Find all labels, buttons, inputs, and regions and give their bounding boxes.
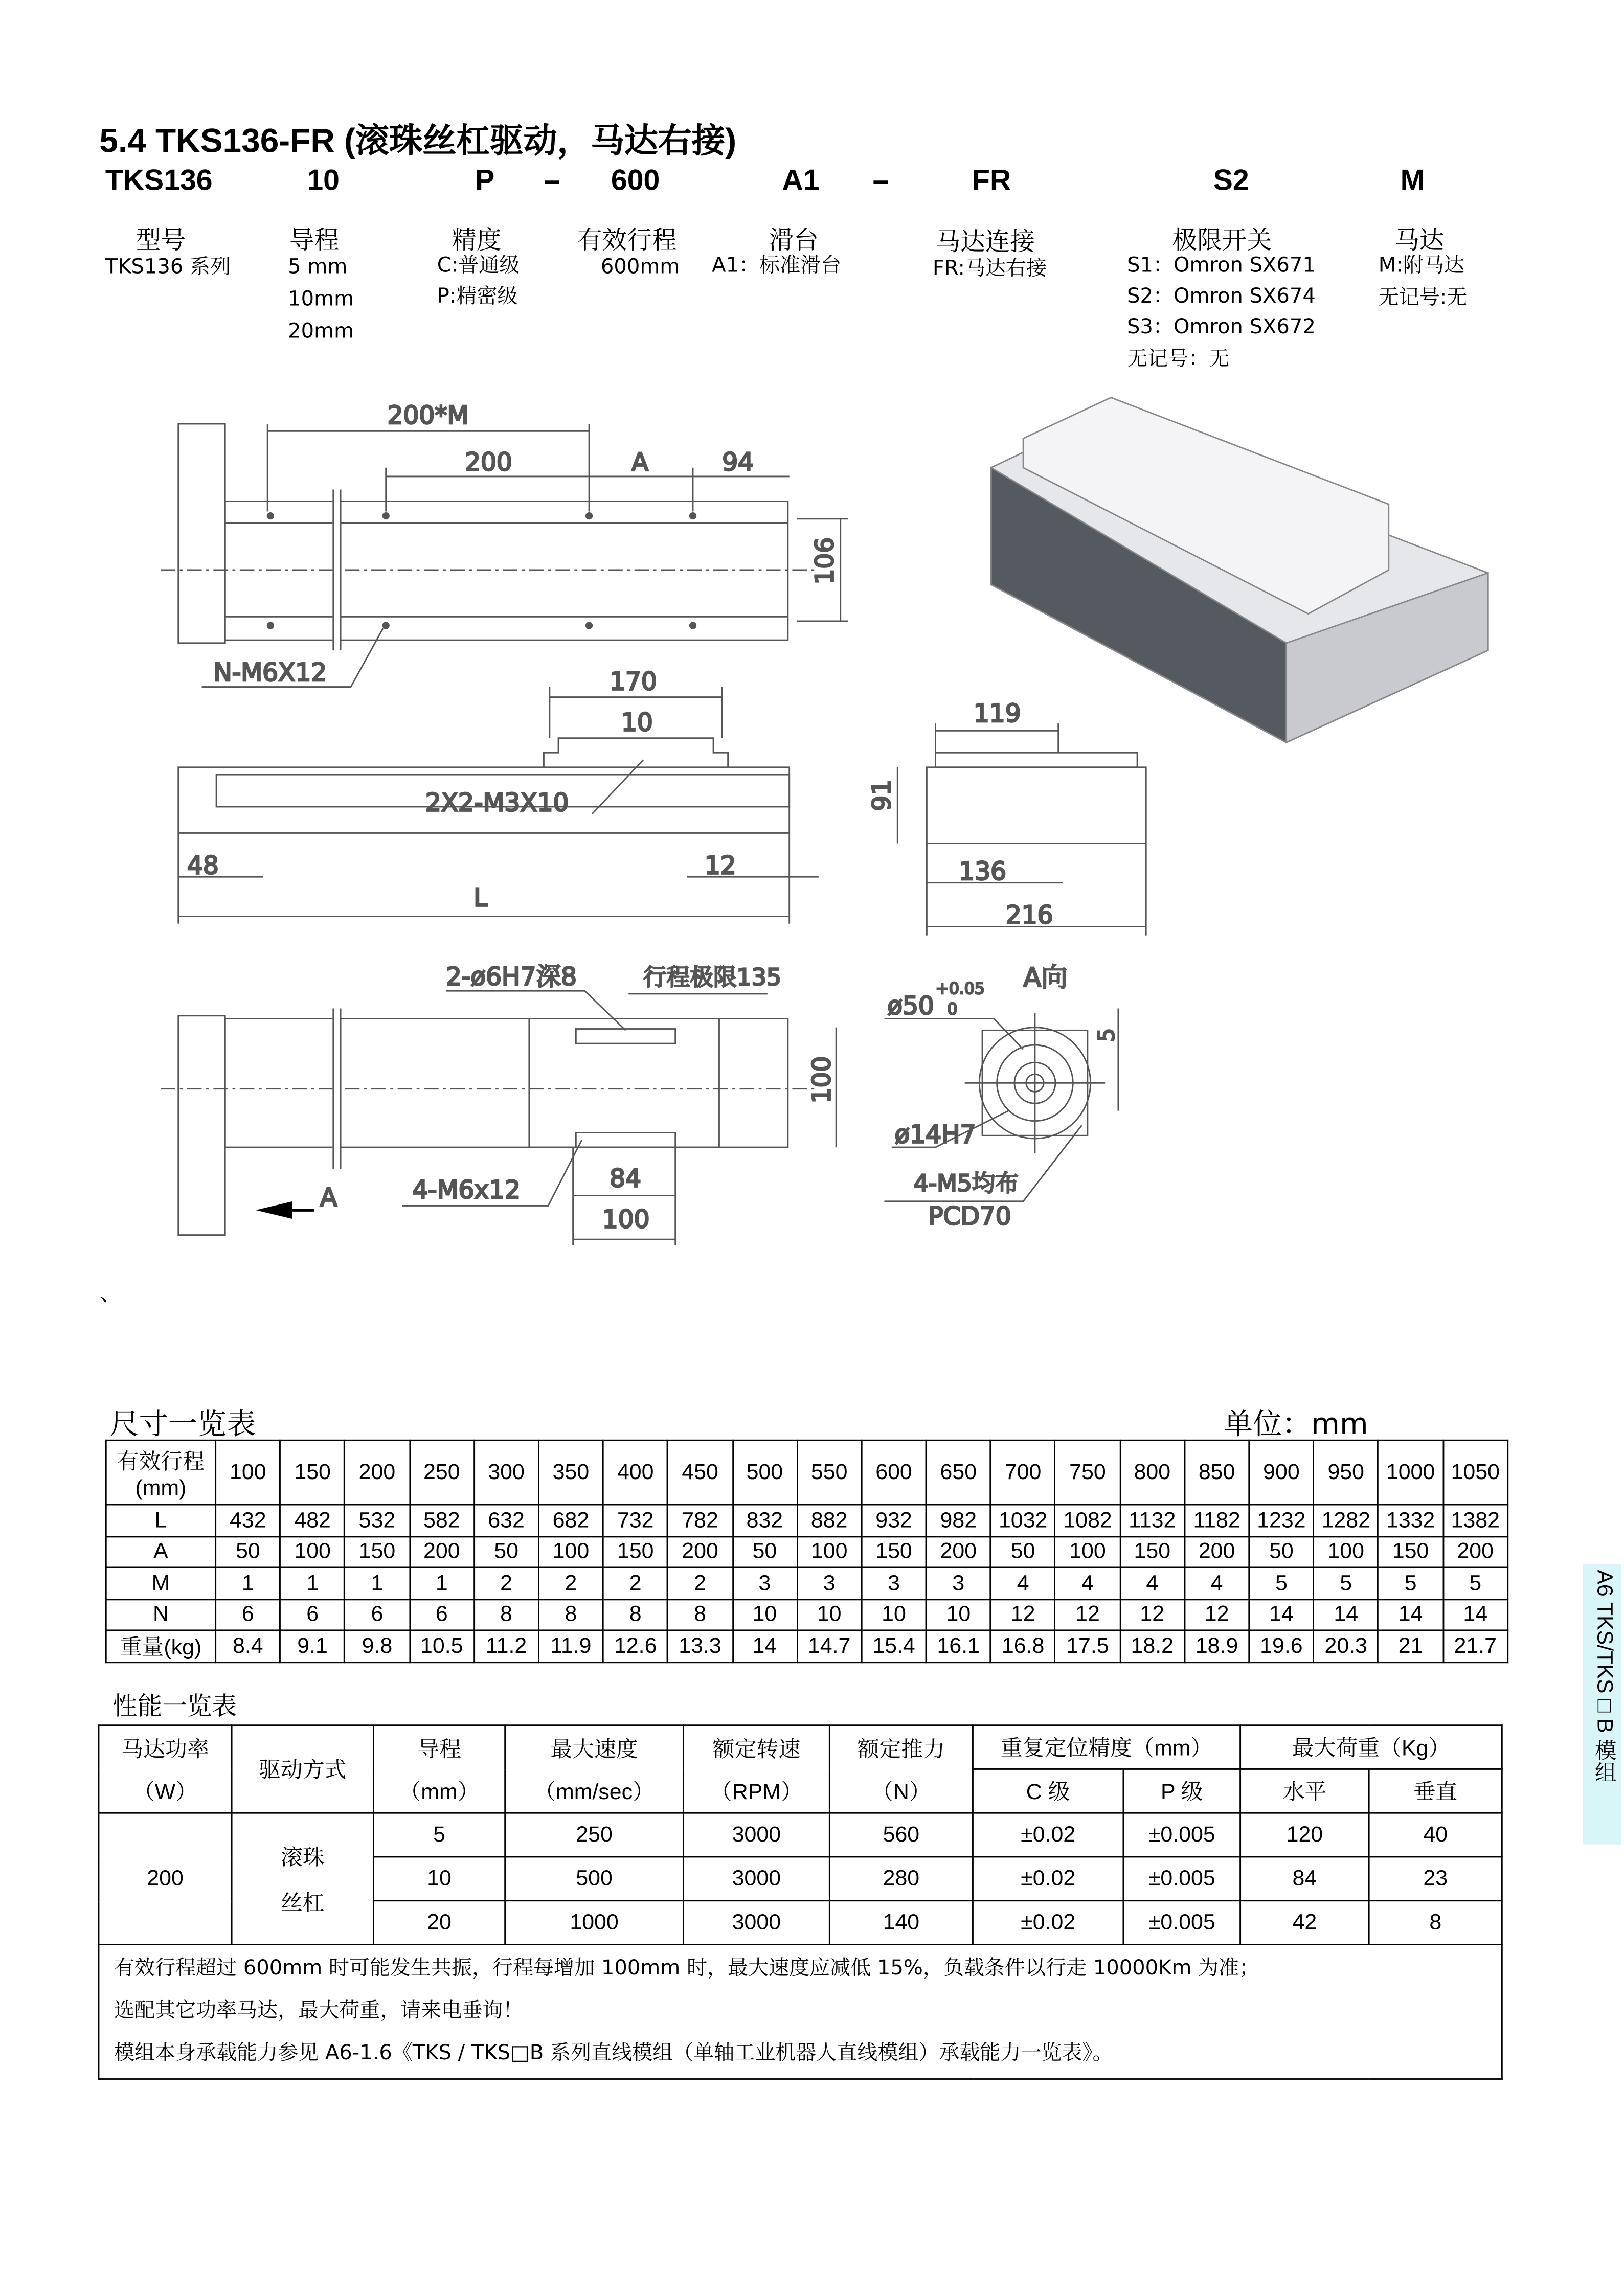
value-cell: 10 — [373, 1857, 505, 1901]
value-cell: 5 — [373, 1813, 505, 1857]
performance-table — [98, 1724, 1503, 2080]
stroke-cell: 700 — [990, 1440, 1055, 1505]
value-cell: 8.4 — [216, 1630, 280, 1663]
code-part: 10 — [307, 165, 340, 197]
value-cell: 17.5 — [1055, 1630, 1120, 1663]
value-cell: 50 — [990, 1536, 1055, 1567]
value-cell: 200 — [410, 1536, 474, 1567]
value-cell: 4 — [1184, 1567, 1249, 1599]
legend-line: M:附马达 — [1378, 254, 1464, 278]
stroke-cell: 950 — [1314, 1440, 1378, 1505]
value-cell: 100 — [797, 1536, 862, 1567]
value-cell: 2 — [538, 1567, 603, 1599]
table-row — [106, 1505, 1507, 1536]
table-row — [106, 1536, 1507, 1567]
value-cell: 10 — [862, 1599, 926, 1630]
value-cell: 882 — [797, 1505, 862, 1536]
legend-line: 600mm — [600, 256, 680, 280]
code-part: TKS136 — [105, 165, 213, 197]
value-cell: 3000 — [683, 1857, 829, 1901]
value-cell: 250 — [505, 1813, 684, 1857]
value-cell: 1 — [280, 1567, 345, 1599]
code-part: A1 — [782, 165, 820, 197]
dim-label: 94 — [722, 448, 754, 477]
value-cell: 3 — [926, 1567, 990, 1599]
value-cell: 1232 — [1249, 1505, 1314, 1536]
legend-label: 极限开关 — [1172, 226, 1272, 256]
value-cell: 1000 — [505, 1901, 684, 1945]
legend-label: 滑台 — [769, 226, 819, 256]
value-cell: 14 — [1378, 1599, 1442, 1630]
header-cell: 额定推力 （N） — [829, 1725, 973, 1813]
value-cell: 14 — [1314, 1599, 1378, 1630]
value-cell: 18.2 — [1120, 1630, 1184, 1663]
value-cell: 100 — [538, 1536, 603, 1567]
drive-cell: 滚珠 丝杠 — [232, 1813, 373, 1944]
value-cell: 12 — [1184, 1599, 1249, 1630]
value-cell: 14.7 — [797, 1630, 862, 1663]
legend-line: TKS136 系列 — [105, 256, 231, 280]
value-cell: 2 — [603, 1567, 668, 1599]
header-cell: 重复定位精度（mm） — [973, 1725, 1240, 1769]
value-cell: 1 — [410, 1567, 474, 1599]
dim-label: 2-ø6H7深8 — [445, 962, 577, 991]
value-cell: 19.6 — [1249, 1630, 1314, 1663]
dim-label: 100 — [602, 1205, 650, 1234]
value-cell: 12 — [990, 1599, 1055, 1630]
dim-label: ø50 — [887, 991, 934, 1020]
value-cell: 9.1 — [280, 1630, 345, 1663]
value-cell: 3 — [797, 1567, 862, 1599]
stroke-cell: 250 — [410, 1440, 474, 1505]
legend-label: 精度 — [452, 226, 502, 256]
value-cell: 84 — [1240, 1857, 1369, 1901]
value-cell: 200 — [1443, 1536, 1508, 1567]
value-cell: 500 — [505, 1857, 684, 1901]
legend-label: 型号 — [136, 226, 186, 256]
value-cell: 200 — [1184, 1536, 1249, 1567]
value-cell: 1382 — [1443, 1505, 1508, 1536]
value-cell: 482 — [280, 1505, 345, 1536]
value-cell: 8 — [1369, 1901, 1502, 1945]
dim-label: 100 — [807, 1056, 837, 1104]
code-part: S2 — [1213, 165, 1249, 197]
stroke-cell: 400 — [603, 1440, 668, 1505]
value-cell: 3 — [862, 1567, 926, 1599]
header-cell: C 级 — [973, 1769, 1123, 1813]
dim-label: PCD70 — [928, 1202, 1011, 1231]
value-cell: 532 — [345, 1505, 409, 1536]
table-row — [99, 1813, 1502, 1857]
isometric-render — [991, 398, 1488, 743]
notes-row — [99, 1945, 1502, 2079]
value-cell: 150 — [862, 1536, 926, 1567]
value-cell: 1 — [216, 1567, 280, 1599]
dim-label: 91 — [867, 779, 896, 811]
header-cell: 有效行程 (mm) — [106, 1440, 215, 1505]
stroke-cell: 600 — [862, 1440, 926, 1505]
legend-label: 导程 — [289, 226, 340, 256]
value-cell: 18.9 — [1184, 1630, 1249, 1663]
value-cell: 6 — [216, 1599, 280, 1630]
value-cell: 11.9 — [538, 1630, 603, 1663]
stray-mark: 、 — [99, 1279, 123, 1307]
value-cell: 10.5 — [410, 1630, 474, 1663]
header-cell: 额定转速 （RPM） — [683, 1725, 829, 1813]
stroke-cell: 100 — [216, 1440, 280, 1505]
table-row — [106, 1630, 1507, 1663]
dim-label: 4-M5均布 — [913, 1169, 1019, 1197]
dim-label: 48 — [187, 851, 219, 880]
value-cell: 4 — [990, 1567, 1055, 1599]
stroke-cell: 850 — [1184, 1440, 1249, 1505]
value-cell: 1032 — [990, 1505, 1055, 1536]
row-label: N — [106, 1599, 215, 1630]
value-cell: 982 — [926, 1505, 990, 1536]
stroke-cell: 550 — [797, 1440, 862, 1505]
header-cell: 导程 （mm） — [373, 1725, 505, 1813]
header-cell: 最大速度 （mm/sec） — [505, 1725, 684, 1813]
value-cell: 832 — [732, 1505, 797, 1536]
value-cell: 5 — [1314, 1567, 1378, 1599]
value-cell: 1182 — [1184, 1505, 1249, 1536]
value-cell: 582 — [410, 1505, 474, 1536]
code-part: – — [544, 165, 560, 197]
value-cell: 10 — [926, 1599, 990, 1630]
value-cell: 8 — [538, 1599, 603, 1630]
value-cell: 100 — [280, 1536, 345, 1567]
notes-cell — [99, 1945, 1502, 2079]
row-label: A — [106, 1536, 215, 1567]
value-cell: 20 — [373, 1901, 505, 1945]
value-cell: 16.1 — [926, 1630, 990, 1663]
stroke-cell: 450 — [668, 1440, 732, 1505]
header-cell: 马达功率 （W） — [99, 1725, 232, 1813]
performance-table-title: 性能一览表 — [112, 1692, 237, 1722]
value-cell: 42 — [1240, 1901, 1369, 1945]
value-cell: 23 — [1369, 1857, 1502, 1901]
value-cell: 9.8 — [345, 1630, 409, 1663]
value-cell: 3000 — [683, 1813, 829, 1857]
value-cell: 14 — [1443, 1599, 1508, 1630]
value-cell: 2 — [668, 1567, 732, 1599]
value-cell: 150 — [345, 1536, 409, 1567]
dim-label: 136 — [959, 857, 1007, 886]
dim-label: 200 — [465, 448, 512, 477]
stroke-cell: 900 — [1249, 1440, 1314, 1505]
value-cell: 3 — [732, 1567, 797, 1599]
value-cell: 100 — [1055, 1536, 1120, 1567]
legend-line: S2：Omron SX674 — [1127, 285, 1316, 309]
legend-label: 马达 — [1394, 226, 1445, 256]
value-cell: 21 — [1378, 1630, 1442, 1663]
value-cell: ±0.02 — [973, 1901, 1123, 1945]
note: 选配其它功率马达，最大荷重，请来电垂询！ — [114, 1999, 524, 2023]
stroke-cell: 1000 — [1378, 1440, 1442, 1505]
legend-label: 有效行程 — [577, 226, 677, 256]
value-cell: 50 — [732, 1536, 797, 1567]
legend-line: 5 mm — [288, 256, 348, 280]
dim-label: ø14H7 — [894, 1120, 976, 1149]
dimension-table — [105, 1440, 1508, 1663]
value-cell: 50 — [216, 1536, 280, 1567]
value-cell: 4 — [1120, 1567, 1184, 1599]
legend-line: 无记号:无 — [1378, 286, 1468, 310]
value-cell: 140 — [829, 1901, 973, 1945]
section-side-tab — [1583, 1564, 1621, 1845]
code-part: – — [872, 165, 889, 197]
value-cell: 150 — [1378, 1536, 1442, 1567]
value-cell: 10 — [797, 1599, 862, 1630]
row-label: 重量(kg) — [106, 1630, 215, 1663]
value-cell: 1082 — [1055, 1505, 1120, 1536]
stroke-cell: 650 — [926, 1440, 990, 1505]
value-cell: 6 — [345, 1599, 409, 1630]
dim-label: 84 — [610, 1164, 641, 1193]
legend-line: 无记号：无 — [1127, 348, 1230, 372]
page-title: 5.4 TKS136-FR (滚珠丝杠驱动，马达右接) — [99, 121, 737, 160]
dim-label: 170 — [610, 667, 657, 696]
value-cell: 12.6 — [603, 1630, 668, 1663]
value-cell: 4 — [1055, 1567, 1120, 1599]
legend-label: 马达连接 — [935, 228, 1035, 258]
code-part: P — [475, 165, 495, 197]
value-cell: 200 — [926, 1536, 990, 1567]
value-cell: 5 — [1378, 1567, 1442, 1599]
value-cell: 10 — [732, 1599, 797, 1630]
legend-line: A1：标准滑台 — [712, 254, 842, 278]
dim-label: 0 — [947, 999, 958, 1018]
stroke-cell: 200 — [345, 1440, 409, 1505]
stroke-cell: 500 — [732, 1440, 797, 1505]
value-cell: 8 — [668, 1599, 732, 1630]
stroke-cell: 150 — [280, 1440, 345, 1505]
value-cell: 682 — [538, 1505, 603, 1536]
value-cell: 6 — [280, 1599, 345, 1630]
value-cell: 560 — [829, 1813, 973, 1857]
legend-line: FR:马达右接 — [932, 257, 1047, 281]
dim-label: 216 — [1005, 901, 1053, 930]
value-cell: 120 — [1240, 1813, 1369, 1857]
dim-label: 200*M — [387, 401, 469, 430]
value-cell: 150 — [603, 1536, 668, 1567]
value-cell: 2 — [474, 1567, 538, 1599]
legend-line: C:普通级 — [437, 254, 520, 278]
value-cell: 12 — [1055, 1599, 1120, 1630]
value-cell: 15.4 — [862, 1630, 926, 1663]
dim-label: 行程极限135 — [643, 963, 781, 991]
value-cell: 1 — [345, 1567, 409, 1599]
unit-label: 单位：mm — [1223, 1406, 1368, 1441]
value-cell: ±0.005 — [1123, 1857, 1240, 1901]
note: 有效行程超过 600mm 时可能发生共振，行程每增加 100mm 时，最大速度应减低 15%，负载条件以行走 10000Km 为准； — [114, 1957, 1260, 1981]
stroke-cell: 1050 — [1443, 1440, 1508, 1505]
legend-line: S3：Omron SX672 — [1127, 315, 1316, 339]
value-cell: 782 — [668, 1505, 732, 1536]
power-cell: 200 — [99, 1813, 232, 1944]
legend-line: 10mm — [288, 288, 354, 311]
value-cell: 50 — [474, 1536, 538, 1567]
value-cell: 14 — [732, 1630, 797, 1663]
value-cell: 5 — [1443, 1567, 1508, 1599]
value-cell: 150 — [1120, 1536, 1184, 1567]
code-part: FR — [972, 165, 1011, 197]
dim-label: 2X2-M3X10 — [425, 788, 569, 817]
dim-label: A — [320, 1183, 337, 1212]
value-cell: ±0.005 — [1123, 1901, 1240, 1945]
value-cell: 280 — [829, 1857, 973, 1901]
dimension-table-title: 尺寸一览表 — [109, 1406, 256, 1441]
value-cell: 40 — [1369, 1813, 1502, 1857]
value-cell: 6 — [410, 1599, 474, 1630]
note: 模组本身承载能力参见 A6-1.6《TKS / TKS□B 系列直线模组（单轴工业机器人直线模组）承载能力一览表》。 — [114, 2041, 1113, 2065]
header-cell: 水平 — [1240, 1769, 1369, 1813]
table-row — [106, 1440, 1507, 1505]
header-cell: P 级 — [1123, 1769, 1240, 1813]
stroke-cell: 300 — [474, 1440, 538, 1505]
table-row — [106, 1599, 1507, 1630]
stroke-cell: 750 — [1055, 1440, 1120, 1505]
value-cell: 14 — [1249, 1599, 1314, 1630]
dim-label: A — [631, 448, 649, 477]
value-cell: 21.7 — [1443, 1630, 1508, 1663]
value-cell: ±0.02 — [973, 1813, 1123, 1857]
value-cell: 732 — [603, 1505, 668, 1536]
header-cell: 垂直 — [1369, 1769, 1502, 1813]
value-cell: 100 — [1314, 1536, 1378, 1567]
value-cell: 20.3 — [1314, 1630, 1378, 1663]
value-cell: 12 — [1120, 1599, 1184, 1630]
value-cell: ±0.005 — [1123, 1813, 1240, 1857]
dim-label: 10 — [621, 708, 653, 737]
value-cell: 16.8 — [990, 1630, 1055, 1663]
row-label: M — [106, 1567, 215, 1599]
dim-label: 12 — [704, 851, 736, 880]
dim-label: N-M6X12 — [213, 658, 327, 688]
header-cell: 最大荷重（Kg） — [1240, 1725, 1502, 1769]
row-label: L — [106, 1505, 215, 1536]
stroke-cell: 800 — [1120, 1440, 1184, 1505]
value-cell: 200 — [668, 1536, 732, 1567]
dim-label: 119 — [973, 699, 1021, 729]
dim-label: A向 — [1023, 962, 1068, 993]
dim-label: 106 — [810, 537, 840, 585]
dim-label: +0.05 — [935, 979, 985, 998]
value-cell: 50 — [1249, 1536, 1314, 1567]
dim-label: 5 — [1094, 1028, 1120, 1042]
value-cell: 5 — [1249, 1567, 1314, 1599]
legend-line: S1：Omron SX671 — [1127, 254, 1316, 278]
legend-line: 20mm — [288, 320, 354, 344]
value-cell: 8 — [603, 1599, 668, 1630]
value-cell: 432 — [216, 1505, 280, 1536]
side-tab-label: A6 TKS/TKS□B 模组 — [1592, 1570, 1617, 1783]
value-cell: 13.3 — [668, 1630, 732, 1663]
table-row — [106, 1567, 1507, 1599]
value-cell: 932 — [862, 1505, 926, 1536]
legend-line: P:精密级 — [437, 285, 518, 309]
bottom-view — [161, 991, 836, 1245]
code-part: 600 — [611, 165, 660, 197]
value-cell: 1132 — [1120, 1505, 1184, 1536]
value-cell: 1282 — [1314, 1505, 1378, 1536]
header-cell: 驱动方式 — [232, 1725, 373, 1813]
table-row — [99, 1725, 1502, 1769]
value-cell: 1332 — [1378, 1505, 1442, 1536]
code-part: M — [1400, 165, 1425, 197]
dim-label: L — [473, 883, 488, 913]
value-cell: 11.2 — [474, 1630, 538, 1663]
dim-label: 4-M6x12 — [412, 1176, 521, 1205]
stroke-cell: 350 — [538, 1440, 603, 1505]
value-cell: ±0.02 — [973, 1857, 1123, 1901]
value-cell: 8 — [474, 1599, 538, 1630]
value-cell: 632 — [474, 1505, 538, 1536]
value-cell: 3000 — [683, 1901, 829, 1945]
